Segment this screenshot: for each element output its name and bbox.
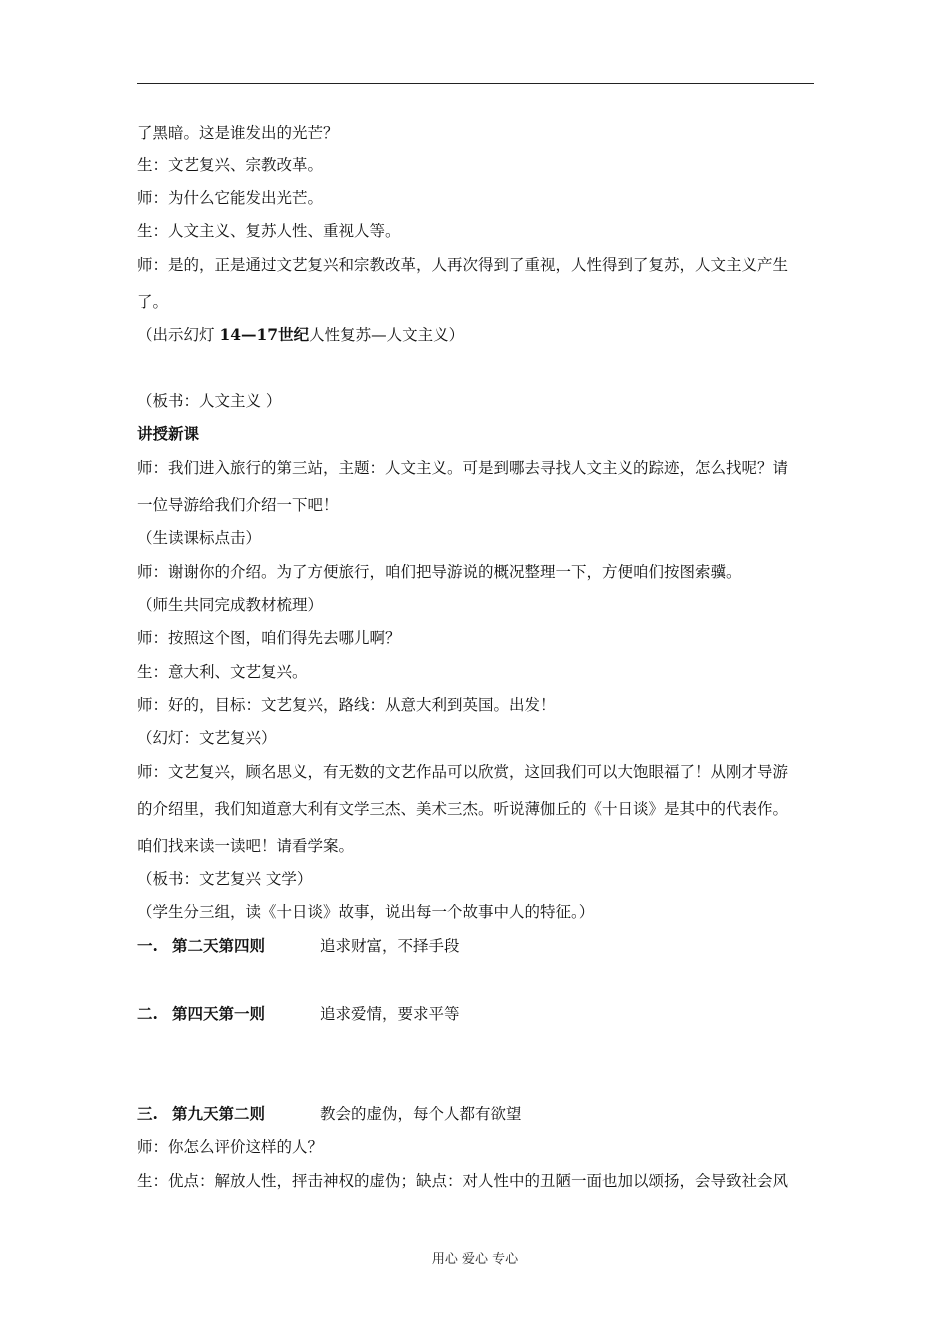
story-number: 一. bbox=[137, 936, 158, 955]
paragraph: 了黑暗。这是谁发出的光芒？ bbox=[137, 124, 339, 142]
paragraph: 师：我们进入旅行的第三站，主题：人文主义。可是到哪去寻找人文主义的踪迹，怎么找呢？请 bbox=[137, 459, 789, 477]
paragraph: （学生分三组，读《十日谈》故事，说出每一个故事中人的特征。） bbox=[137, 903, 595, 921]
paragraph: 的介绍里，我们知道意大利有文学三杰、美术三杰。听说薄伽丘的《十日谈》是其中的代表作。 bbox=[137, 800, 789, 818]
paragraph: 师：你怎么评价这样的人？ bbox=[137, 1138, 324, 1156]
paragraph: 一位导游给我们介绍一下吧！ bbox=[137, 496, 339, 514]
paragraph: 生：意大利、文艺复兴。 bbox=[137, 663, 308, 681]
paragraph: 咱们找来读一读吧！请看学案。 bbox=[137, 837, 355, 855]
paragraph: （幻灯：文艺复兴） bbox=[137, 729, 277, 747]
paragraph: 师：按照这个图，咱们得先去哪儿啊？ bbox=[137, 629, 401, 647]
board-note: （板书：文艺复兴 文学） bbox=[137, 870, 313, 888]
story-description: 追求爱情，要求平等 bbox=[320, 1005, 460, 1023]
section-heading: 讲授新课 bbox=[137, 424, 200, 443]
header-rule bbox=[137, 83, 814, 84]
paragraph: 生：文艺复兴、宗教改革。 bbox=[137, 156, 324, 174]
document-body bbox=[137, 123, 817, 1191]
century-label: 14—17世纪 bbox=[219, 325, 310, 344]
paragraph: 师：文艺复兴，顾名思义，有无数的文艺作品可以欣赏，这回我们可以大饱眼福了！从刚才导游 bbox=[137, 763, 789, 781]
story-number: 三. bbox=[137, 1104, 158, 1123]
board-note: （板书：人文主义 ） bbox=[137, 392, 282, 410]
paragraph: 生：人文主义、复苏人性、重视人等。 bbox=[137, 222, 401, 240]
slide-note: （出示幻灯 14—17世纪人性复苏—人文主义） bbox=[137, 325, 465, 344]
story-description: 追求财富，不择手段 bbox=[320, 937, 460, 955]
paragraph: 师：是的，正是通过文艺复兴和宗教改革，人再次得到了重视，人性得到了复苏，人文主义产生 bbox=[137, 256, 789, 274]
paragraph: （师生共同完成教材梳理） bbox=[137, 596, 324, 614]
story-item bbox=[137, 1104, 817, 1124]
story-label: 第九天第二则 bbox=[172, 1104, 266, 1123]
story-label: 第二天第四则 bbox=[172, 936, 266, 955]
paragraph: 师：好的，目标：文艺复兴，路线：从意大利到英国。出发！ bbox=[137, 696, 556, 714]
story-number: 二. bbox=[137, 1004, 158, 1023]
story-item bbox=[137, 936, 817, 956]
paragraph: 师：为什么它能发出光芒。 bbox=[137, 189, 324, 207]
story-item bbox=[137, 1004, 817, 1024]
paragraph: （生读课标点击） bbox=[137, 529, 262, 547]
page-footer: 用心 爱心 专心 bbox=[431, 1252, 519, 1267]
paragraph: 了。 bbox=[137, 293, 169, 311]
story-description: 教会的虚伪，每个人都有欲望 bbox=[320, 1105, 522, 1123]
story-label: 第四天第一则 bbox=[172, 1004, 266, 1023]
paragraph: 生：优点：解放人性，抨击神权的虚伪；缺点：对人性中的丑陋一面也加以颂扬，会导致社会风 bbox=[137, 1172, 789, 1190]
paragraph: 师：谢谢你的介绍。为了方便旅行，咱们把导游说的概况整理一下，方便咱们按图索骥。 bbox=[137, 563, 742, 581]
